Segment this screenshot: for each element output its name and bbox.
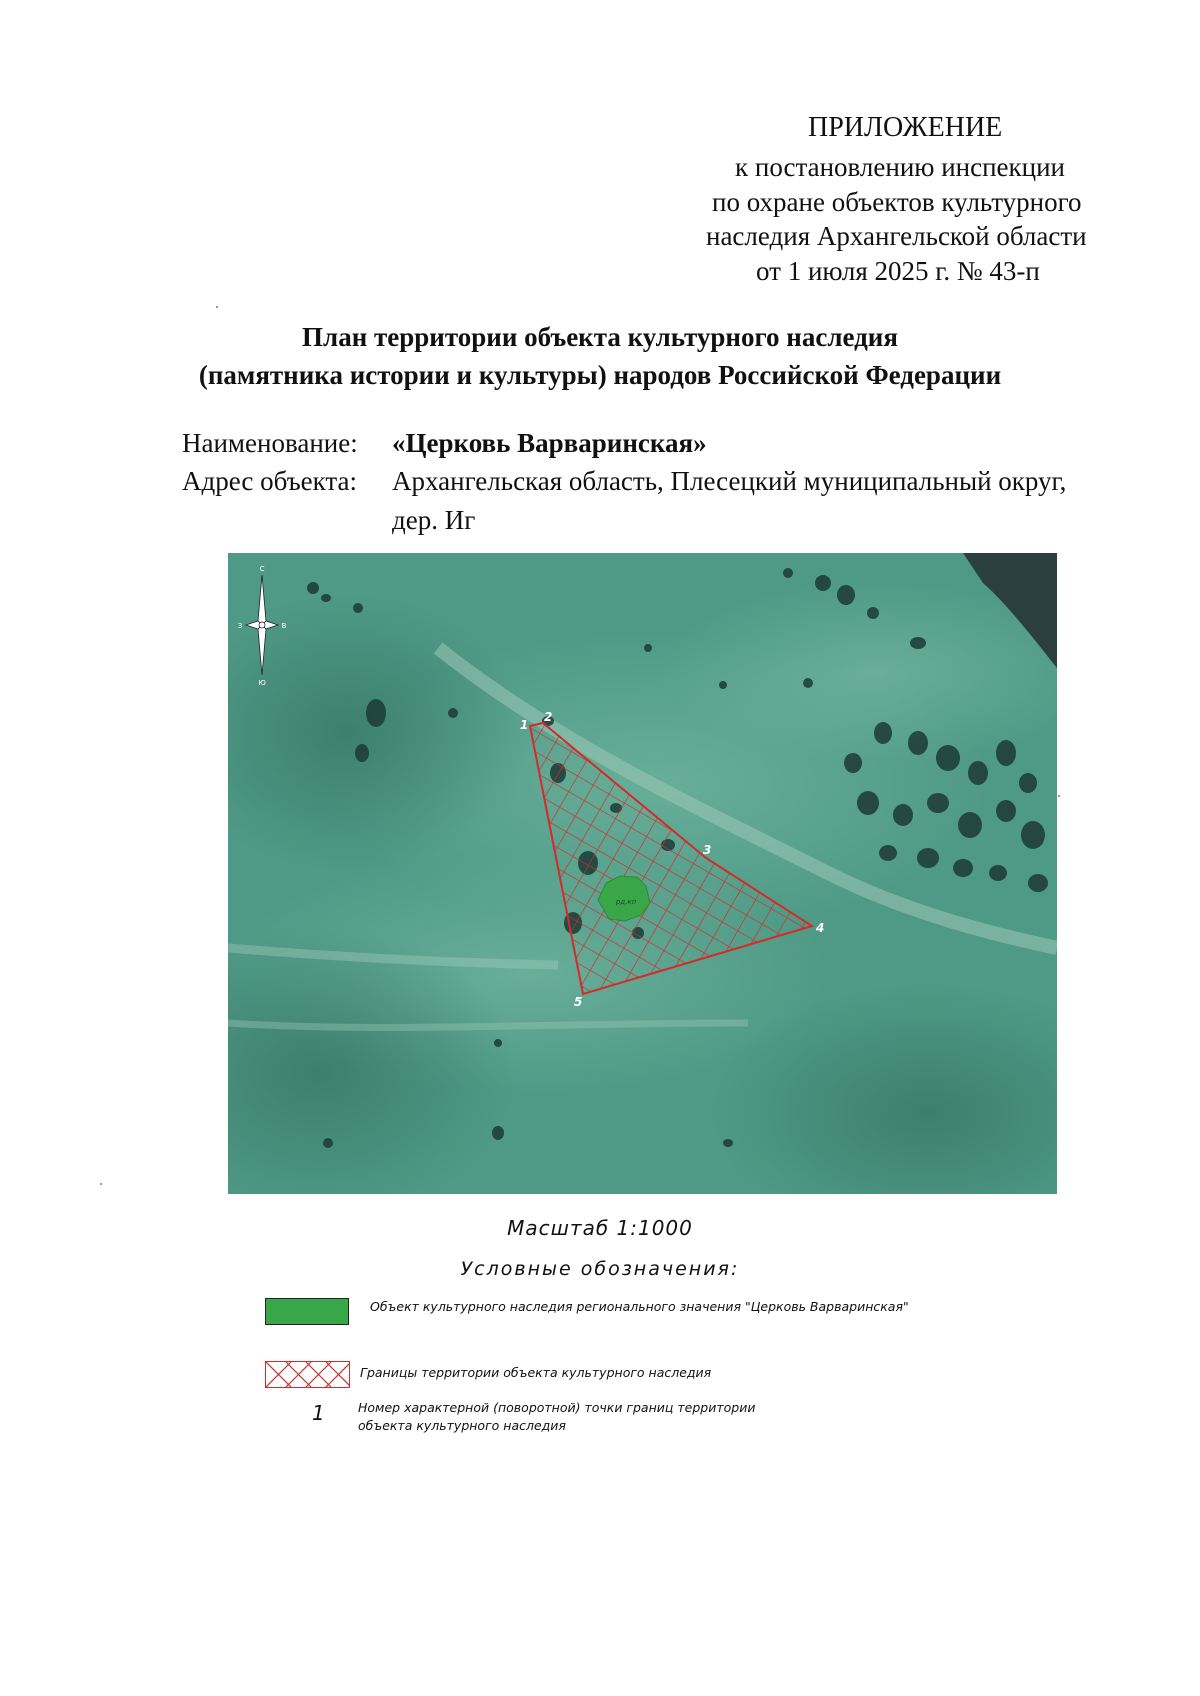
point-label-5: 5 (574, 995, 583, 1009)
appendix-title: ПРИЛОЖЕНИЕ (808, 112, 1003, 143)
compass-south: Ю (258, 679, 266, 687)
name-value: «Церковь Варваринская» (392, 428, 707, 458)
appendix-line: от 1 июля 2025 г. № 43-п (756, 256, 1040, 286)
address-label: Адрес объекта: (182, 466, 358, 496)
legend-point-number: 1 (312, 1401, 325, 1425)
compass-north: С (259, 565, 265, 573)
legend-swatch-object (265, 1298, 349, 1325)
page-title: План территории объекта культурного наследия (302, 322, 898, 352)
address-value-line2: дер. Иг (392, 505, 476, 535)
compass-east: В (281, 622, 287, 630)
hatch-swatch-icon (266, 1362, 349, 1387)
name-label: Наименование: (182, 428, 358, 458)
point-label-4: 4 (816, 921, 825, 935)
map-svg (228, 553, 1057, 1194)
legend-text-point-line1: Номер характерной (поворотной) точки границ территории (358, 1400, 756, 1415)
appendix-line: по охране объектов культурного (712, 187, 1082, 217)
point-label-2: 2 (544, 710, 553, 724)
address-value-line1: Архангельская область, Плесецкий муниципальный округ, (392, 466, 1067, 496)
scan-speck (1058, 795, 1060, 797)
page-subtitle: (памятника истории и культуры) народов Российской Федерации (198, 360, 1002, 390)
dirt-track (228, 1023, 748, 1027)
map-scale: Масштаб 1:1000 (507, 1216, 693, 1240)
legend-text-boundary: Границы территории объекта культурного наследия (360, 1365, 712, 1380)
legend-swatch-boundary (265, 1361, 350, 1388)
appendix-line: наследия Архангельской области (706, 221, 1087, 251)
scan-speck (216, 306, 218, 308)
compass-west: З (237, 622, 243, 630)
satellite-map[interactable] (228, 553, 1057, 1194)
point-label-1: 1 (520, 718, 529, 732)
legend-text-object: Объект культурного наследия регионального значения "Церковь Варваринская" (370, 1299, 909, 1314)
scan-speck (100, 1183, 102, 1185)
appendix-line: к постановлению инспекции (735, 152, 1065, 182)
legend-title: Условные обозначения: (460, 1258, 740, 1280)
point-label-3: 3 (703, 843, 712, 857)
church-object-label: рд.кп (615, 898, 637, 906)
legend-text-point-line2: объекта культурного наследия (358, 1418, 566, 1433)
